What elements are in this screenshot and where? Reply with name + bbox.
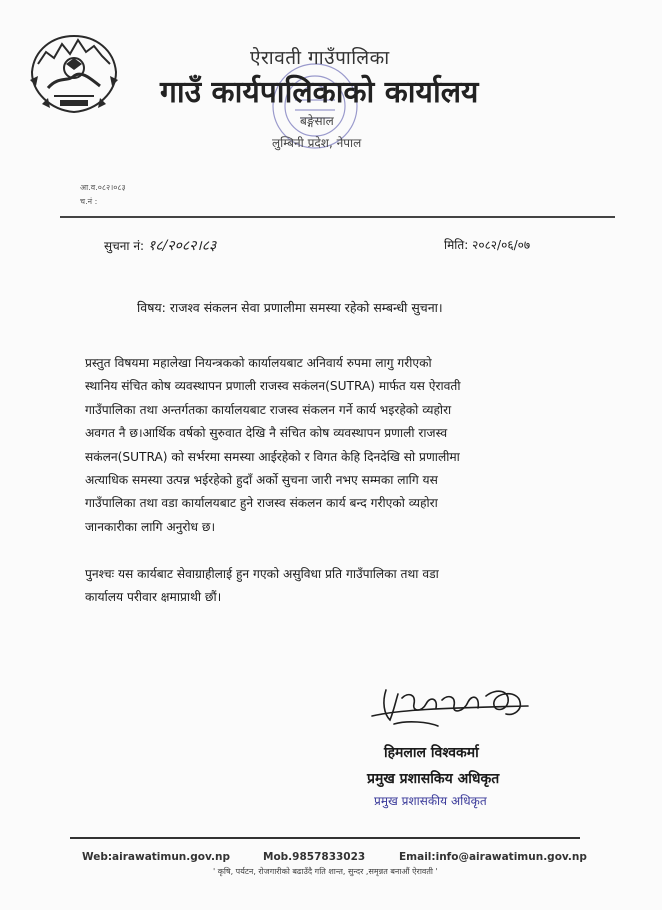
body-line: प्रस्तुत विषयमा महालेखा नियन्त्रकको कार्यालयबाट अनिवार्य रुपमा लागु गरीएको [85, 356, 432, 370]
header-divider [60, 216, 615, 218]
handwritten-signature [368, 680, 538, 735]
notice-number-label: सुचना नं: [104, 239, 145, 253]
body-line: गाउँपालिका तथा वडा कार्यालयबाट हुने राजस्व संकलन कार्य बन्द गरीएको व्यहोरा [85, 496, 438, 511]
address-line2: लुम्बिनी प्रदेश, नेपाल [272, 136, 362, 150]
postscript-line: पुनश्चः यस कार्यबाट सेवाग्राहीलाई हुन गएको असुविधा प्रति गाउँपालिका तथा वडा [85, 567, 439, 581]
notice-date: मिति: २०८२/०६/०७ [444, 238, 531, 252]
body-line: अत्याधिक समस्या उत्पन्न भईरहेको हुदाँ अर्को सुचना जारी नभए सम्मका लागि यस [85, 473, 438, 488]
notice-subject: विषय: राजश्व संकलन सेवा प्रणालीमा समस्या रहेको सम्बन्धी सुचना। [137, 300, 443, 315]
footer-email: Email:info@airawatimun.gov.np [399, 851, 587, 863]
notice-number [104, 236, 216, 255]
footer-slogan: ' कृषि, पर्यटन, रोजगारीको बढाउँदै गति शान्त, सुन्दर ,समृन्नत बनाऔं ऐरावती ' [213, 867, 438, 876]
footer-mobile: Mob.9857833023 [263, 851, 366, 863]
signer-name: हिमलाल विश्वकर्मा [384, 745, 479, 761]
notice-body [85, 352, 575, 539]
postscript [85, 563, 575, 609]
body-line: सकंलन(SUTRA) को सर्भरमा समस्या आईरहेको र विगत केहि दिनदेखि सो प्रणालीमा [85, 449, 460, 464]
body-line: गाउँपालिका तथा अन्तर्गतका कार्यालयबाट राजस्व संकलन गर्ने कार्य भइरहेको व्यहोरा [85, 402, 452, 417]
reference-number-label: च.नं : [80, 197, 98, 206]
office-name: ऐरावती गाउँपालिका [250, 47, 390, 69]
notice-number-value: १८/२०८२।८३ [148, 238, 217, 254]
fiscal-year-label: आ.व.०८२।०८३ [80, 183, 126, 192]
body-line: अवगत नै छ।आर्थिक वर्षको सुरुवात देखि नै संचित कोष व्यवस्थापन प्रणाली राजस्व [85, 426, 448, 441]
body-line: जानकारीका लागि अनुरोध छ। [85, 519, 216, 534]
nepal-emblem-icon [24, 30, 124, 118]
footer-website: Web:airawatimun.gov.np [82, 851, 230, 863]
postscript-line: कार्यालय परीवार क्षमाप्राथी छौं। [85, 590, 222, 604]
signer-stamp: प्रमुख प्रशासकीय अधिकृत [374, 794, 487, 808]
signer-title: प्रमुख प्रशासकिय अधिकृत [367, 771, 500, 787]
footer-divider [70, 837, 580, 839]
body-line: स्थानिय संचित कोष व्यवस्थापन प्रणाली राजस्व सकंलन(SUTRA) मार्फत यस ऐरावती [85, 379, 461, 394]
office-title: गाउँ कार्यपालिकाको कार्यालय [160, 75, 479, 110]
address-line1: बङ्गेसाल [300, 114, 334, 128]
